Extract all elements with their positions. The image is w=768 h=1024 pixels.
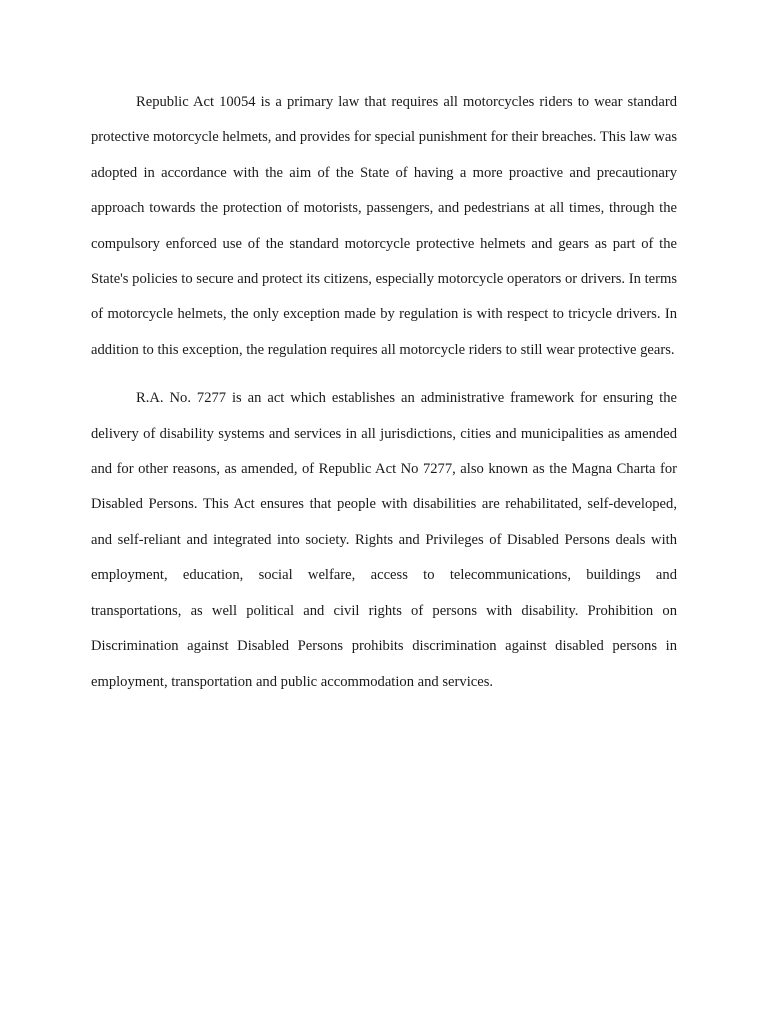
paragraph-republic-act-7277: R.A. No. 7277 is an act which establishes an administrative framework for ensuring the delivery of disability systems and services in all jurisdictions, cities and municipalities as amended and for other reasons, as amended, of Republic Act No 7277, also known as the Magna Charta for Disabled Persons. This Act ensures that people with disabilities are rehabilitated, self-developed, and self-reliant and integrated into society. Rights and Privileges of Disabled Persons deals with employment, education, social welfare, access to telecommunications, buildings and transportations, as well political and civil rights of persons with disability. Prohibition on Discrimination against Disabled Persons prohibits discrimination against disabled persons in employment, transportation and public accommodation and services. [91,390,677,690]
paragraph-republic-act-10054: Republic Act 10054 is a primary law that requires all motorcycles riders to wear standard protective motorcycle helmets, and provides for special punishment for their breaches. This law was adopted in accordance with the aim of the State of having a more proactive and precautionary approach towards the protection of motorists, passengers, and pedestrians at all times, through the compulsory enforced use of the standard motorcycle protective helmets and gears as part of the State's policies to secure and protect its citizens, especially motorcycle operators or drivers. In terms of motorcycle helmets, the only exception made by regulation is with respect to tricycle drivers. In addition to this exception, the regulation requires all motorcycle riders to still wear protective gears. [91,94,677,358]
